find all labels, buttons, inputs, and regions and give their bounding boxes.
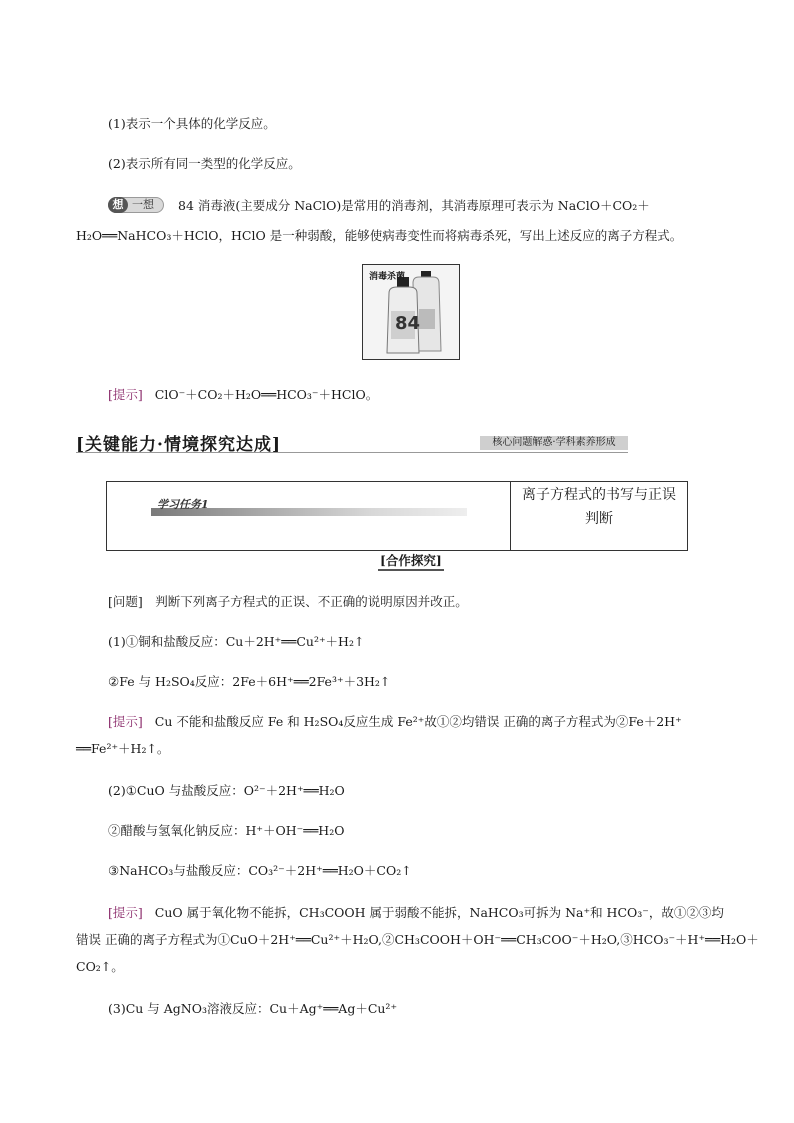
hint-label: [提示] xyxy=(108,387,143,402)
line-1: (1)表示一个具体的化学反应。 xyxy=(108,116,276,131)
q1-a: (1)①铜和盐酸反应：Cu＋2H⁺══Cu²⁺＋H₂↑ xyxy=(108,634,365,649)
hint-3-line-2: 错误 正确的离子方程式为①CuO＋2H⁺══Cu²⁺＋H₂O,②CH₃COOH＋OH⁻══CH₃COO⁻＋H₂O,③HCO₃⁻＋H⁺══H₂O＋ xyxy=(76,932,759,947)
hint-2 xyxy=(108,714,682,730)
question: [问题] 判断下列离子方程式的正误、不正确的说明原因并改正。 xyxy=(108,594,468,609)
task-label: 学习任务1 xyxy=(157,498,209,511)
hint-label: [提示] xyxy=(108,905,143,920)
disinfectant-photo xyxy=(362,264,460,360)
task-title-line-2: 判断 xyxy=(585,511,613,527)
q3-a: (3)Cu 与 AgNO₃溶液反应：Cu＋Ag⁺══Ag＋Cu²⁺ xyxy=(108,1001,398,1016)
q2-c: ③NaHCO₃与盐酸反应：CO₃²⁻＋2H⁺══H₂O＋CO₂↑ xyxy=(108,863,412,878)
bottle-number: 84 xyxy=(395,313,421,334)
think-line-2: H₂O══NaHCO₃＋HClO，HClO 是一种弱酸，能够使病毒变性而将病毒杀死，写出上述反应的离子方程式。 xyxy=(76,228,683,243)
section-title: [关键能力·情境探究达成] xyxy=(76,435,282,455)
hint-label: [提示] xyxy=(108,714,143,729)
hint-3 xyxy=(108,905,724,921)
hint-1 xyxy=(108,387,378,403)
task-bar xyxy=(151,496,467,516)
task-title xyxy=(511,482,687,531)
task-box xyxy=(106,481,688,551)
section-tag: 核心问题解惑·学科素养形成 xyxy=(480,436,628,450)
think-circle: 想 xyxy=(108,197,128,213)
q2-b: ②醋酸与氢氧化钠反应：H⁺＋OH⁻══H₂O xyxy=(108,823,345,838)
hint-3-line-1: CuO 属于氧化物不能拆，CH₃COOH 属于弱酸不能拆，NaHCO₃可拆为 Na⁺和 HCO₃⁻，故①②③均 xyxy=(154,905,724,920)
think-text: 一想 xyxy=(132,198,154,211)
line-2: (2)表示所有同一类型的化学反应。 xyxy=(108,156,301,171)
think-badge xyxy=(108,197,164,213)
hint-1-text: ClO⁻＋CO₂＋H₂O══HCO₃⁻＋HClO。 xyxy=(154,387,379,402)
section-header xyxy=(76,430,628,453)
q2-a: (2)①CuO 与盐酸反应：O²⁻＋2H⁺══H₂O xyxy=(108,783,345,798)
cooperative-inquiry-heading: [合作探究] xyxy=(378,553,444,571)
think-line-1: 84 消毒液(主要成分 NaClO)是常用的消毒剂，其消毒原理可表示为 NaClO＋CO₂＋ xyxy=(178,198,650,213)
photo-caption: 消毒杀菌 xyxy=(369,272,406,282)
hint-2-line-1: Cu 不能和盐酸反应 Fe 和 H₂SO₄反应生成 Fe²⁺故①②均错误 正确的离子方程式为②Fe＋2H⁺ xyxy=(154,714,682,729)
task-title-line-1: 离子方程式的书写与正误 xyxy=(522,487,676,503)
hint-3-line-3: CO₂↑。 xyxy=(76,959,124,974)
q1-b: ②Fe 与 H₂SO₄反应：2Fe＋6H⁺══2Fe³⁺＋3H₂↑ xyxy=(108,674,391,689)
hint-2-line-2: ══Fe²⁺＋H₂↑。 xyxy=(76,741,170,756)
